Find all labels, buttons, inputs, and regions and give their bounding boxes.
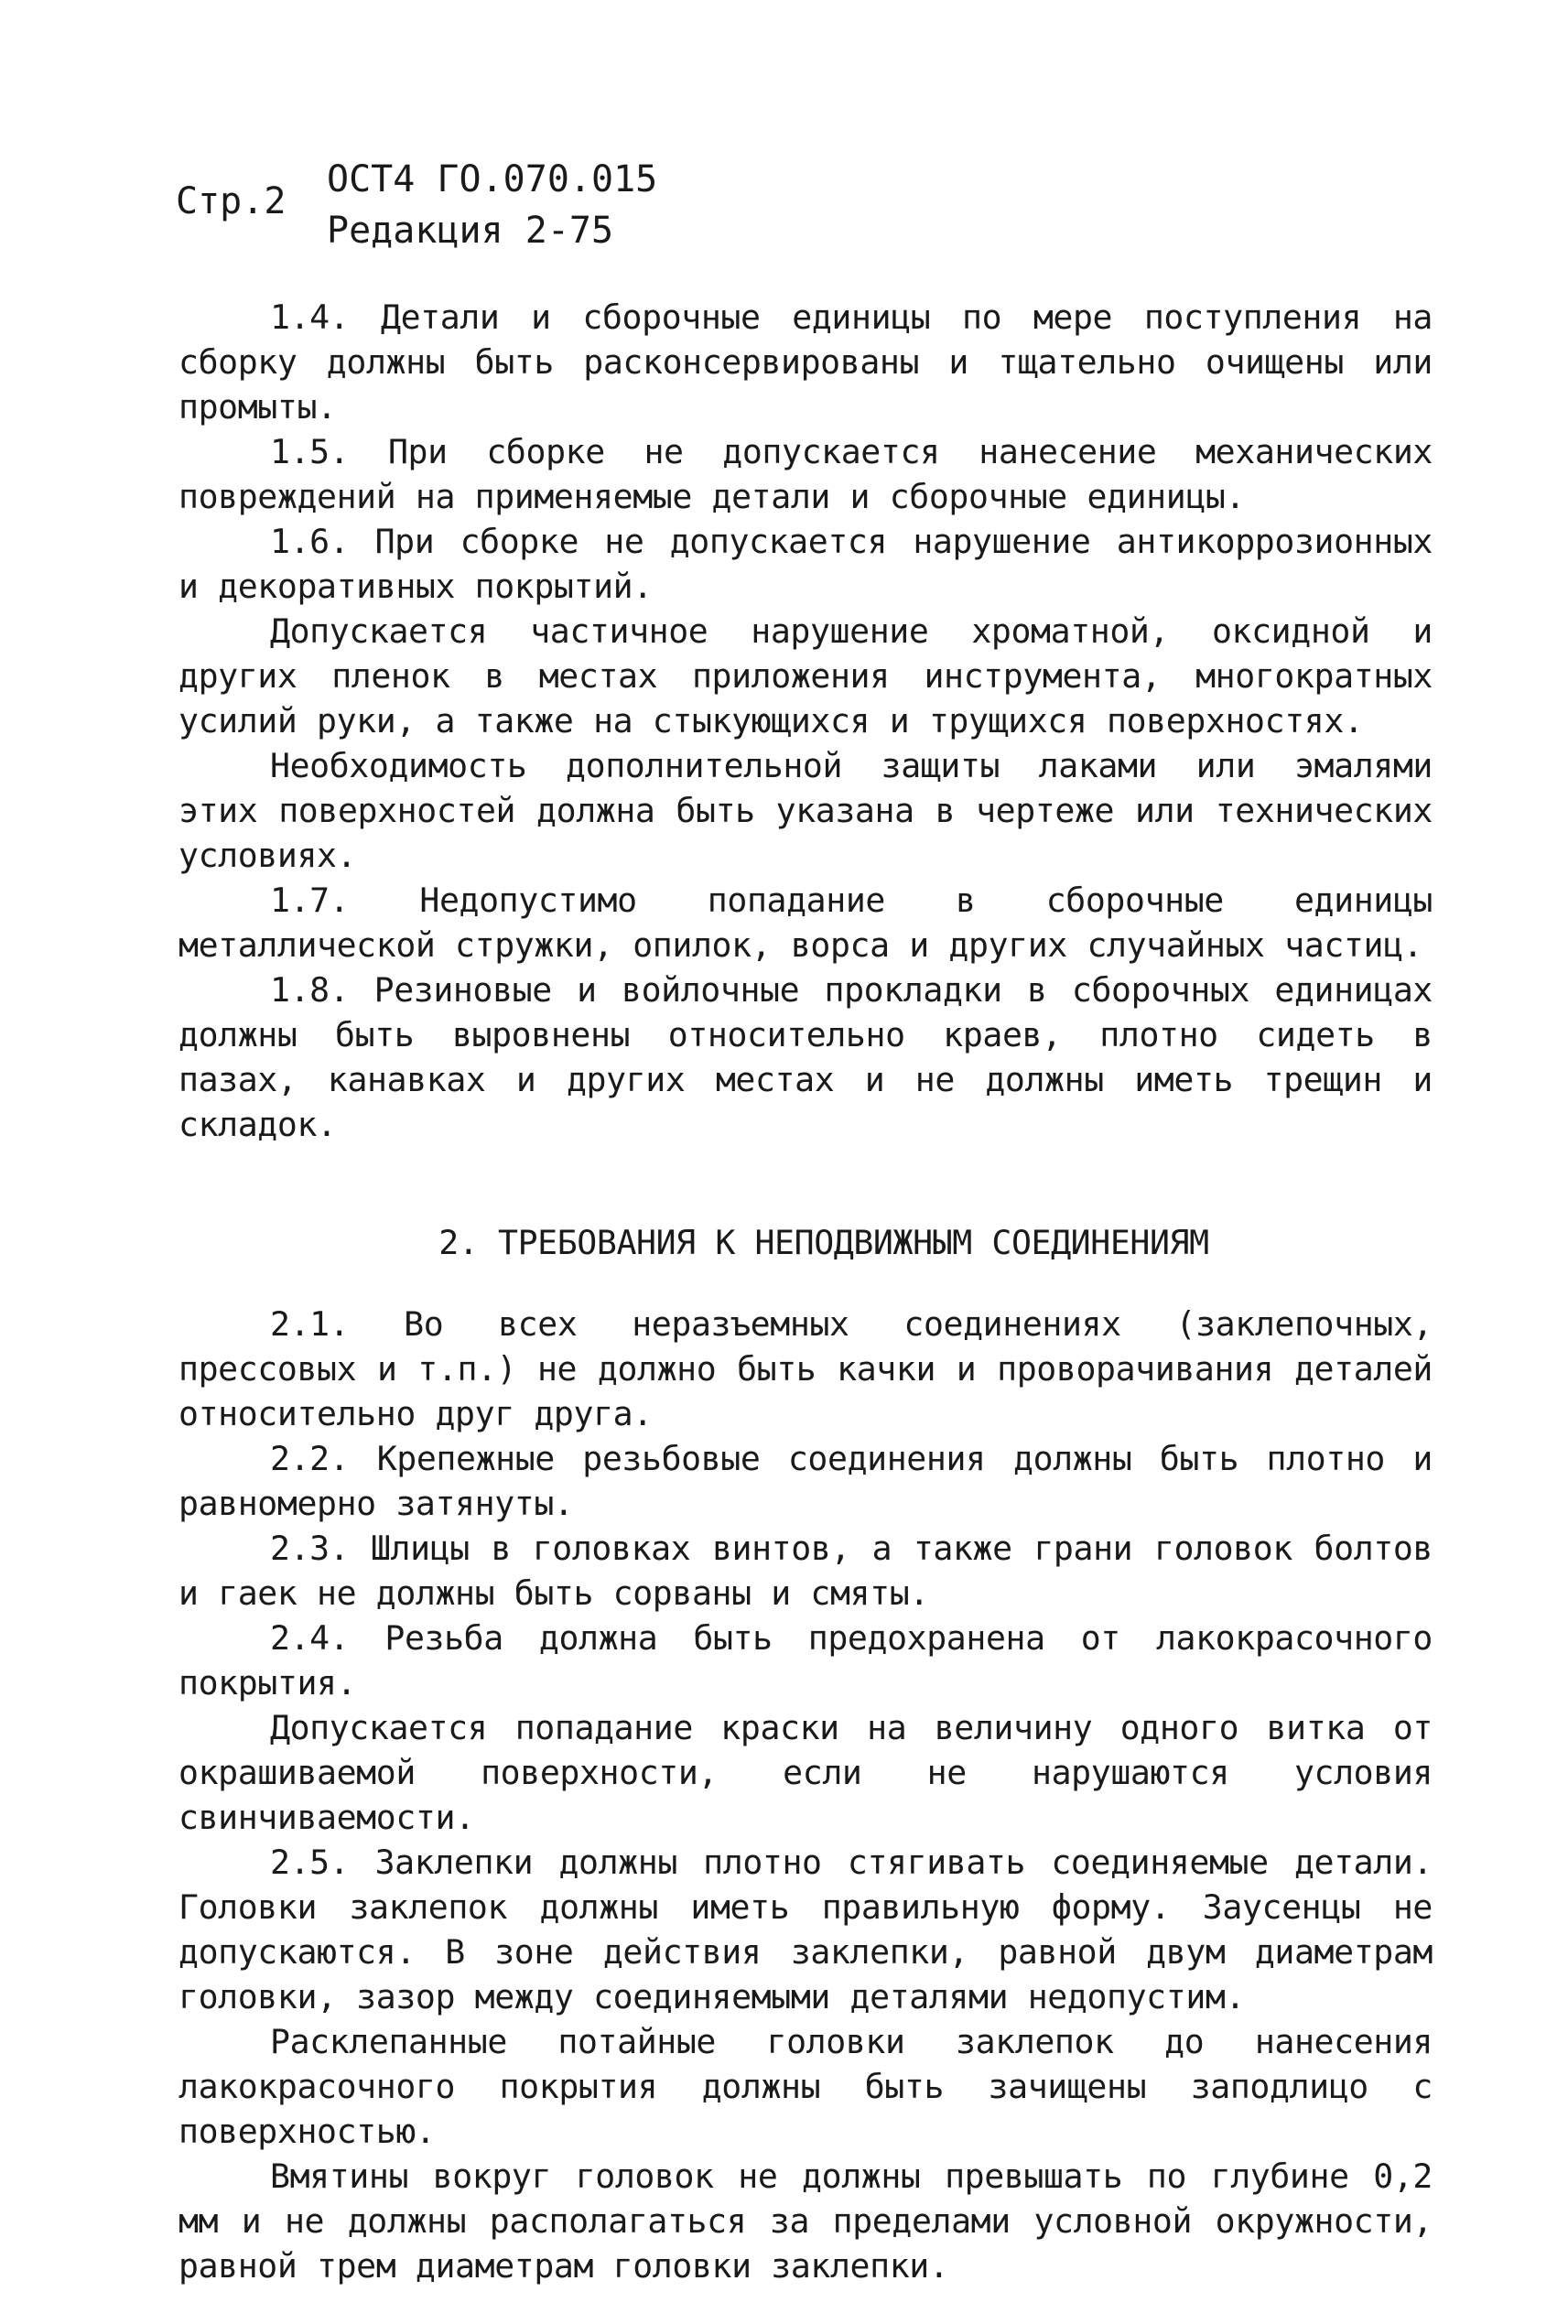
standard-code: ОСТ4 ГО.070.015 (327, 158, 658, 200)
paragraph-2-4: 2.4. Резьба должна быть предохранена от лакокрасочного покрытия. (178, 1618, 1433, 1702)
paragraph-1-6: 1.6. При сборке не допускается нарушение антикоррозионных и декоративных покрытий. (178, 522, 1433, 606)
paragraph-1-8: 1.8. Резиновые и войлочные прокладки в сборочных единицах должны быть выровнены относительно краев, плотно сидеть в пазах, канавках и других местах и не должны иметь трещин и складок. (178, 970, 1433, 1144)
paragraph-2-4-note: Допускается попадание краски на величину одного витка от окрашиваемой поверхности, если не нарушаются условия свинчиваемости. (178, 1708, 1433, 1837)
paragraph-2-5-countersunk: Расклепанные потайные головки заклепок до нанесения лакокрасочного покрытия должны быть зачищены заподлицо с поверхностью. (178, 2022, 1433, 2151)
section-2-title: 2. ТРЕБОВАНИЯ К НЕПОДВИЖНЫМ СОЕДИНЕНИЯМ (438, 1223, 1209, 1262)
section-gap (178, 1147, 1433, 1220)
paragraph-1-7: 1.7. Недопустимо попадание в сборочные единицы металлической стружки, опилок, ворса и других случайных частиц. (178, 881, 1433, 965)
paragraph-2-1: 2.1. Во всех неразъемных соединениях (заклепочных, прессовых и т.п.) не должно быть качки и проворачивания деталей относительно друг друга. (178, 1304, 1433, 1433)
paragraph-1-6-protection: Необходимость дополнительной защиты лаками или эмалями этих поверхностей должна быть указана в чертеже или технических условиях. (178, 746, 1433, 875)
edition-label: Редакция 2-75 (327, 210, 614, 252)
paragraph-2-5: 2.5. Заклепки должны плотно стягивать соединяемые детали. Головки заклепок должны иметь правильную форму. Заусенцы не допускаются. В зоне действия заклепки, равной двум диаметрам головки, зазор между соединяемыми деталями недопустим. (178, 1843, 1433, 2016)
paragraph-1-6-note: Допускается частичное нарушение хроматной, оксидной и других пленок в местах приложения инструмента, многократных усилий руки, а также на стыкующихся и трущихся поверхностях. (178, 611, 1433, 740)
document-body (178, 295, 1433, 2288)
paragraph-1-4: 1.4. Детали и сборочные единицы по мере поступления на сборку должны быть расконсервированы и тщательно очищены или промыты. (178, 297, 1433, 427)
paragraph-2-2: 2.2. Крепежные резьбовые соединения должны быть плотно и равномерно затянуты. (178, 1439, 1433, 1523)
paragraph-1-5: 1.5. При сборке не допускается нанесение механических повреждений на применяемые детали и сборочные единицы. (178, 432, 1433, 516)
page-number: Стр.2 (176, 180, 287, 222)
header-codes (327, 154, 657, 256)
paragraph-2-3: 2.3. Шлицы в головках винтов, а также грани головок болтов и гаек не должны быть сорваны и смяты. (178, 1529, 1433, 1613)
paragraph-2-5-dents: Вмятины вокруг головок не должны превышать по глубине 0,2 мм и не должны располагаться за пределами условной окружности, равной трем диаметрам головки заклепки. (178, 2156, 1433, 2286)
